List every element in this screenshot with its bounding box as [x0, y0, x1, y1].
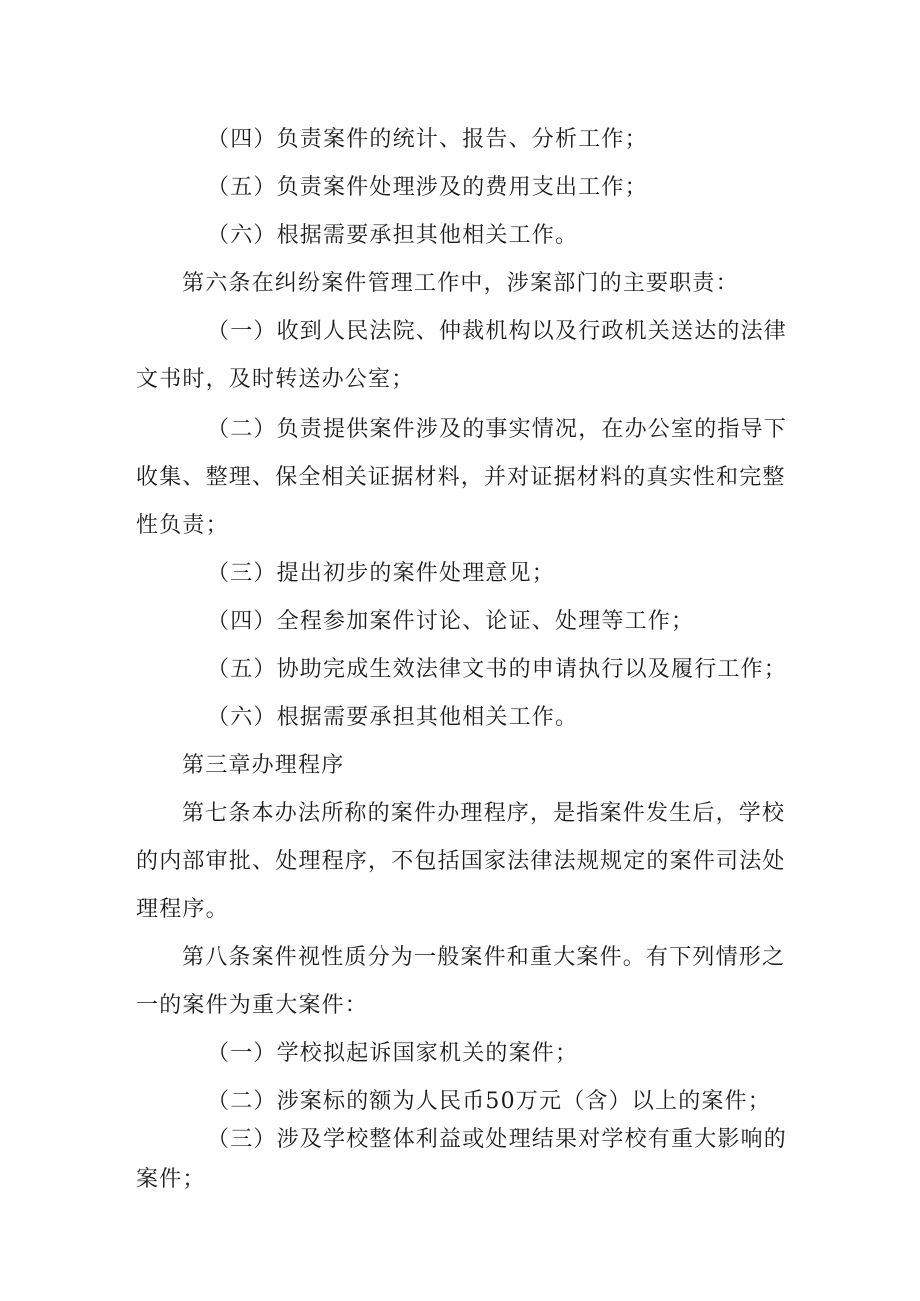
- text-line: 一的案件为重大案件：: [136, 993, 369, 1018]
- text-line: （三）提出初步的案件处理意见；: [207, 561, 556, 586]
- text-line: 第八条案件视性质分为一般案件和重大案件。有下列情形之: [182, 945, 786, 970]
- text-line: 性负责；: [136, 513, 229, 538]
- text-line: （二）负责提供案件涉及的事实情况，在办公室的指导下: [207, 417, 788, 442]
- text-line: 第六条在纠纷案件管理工作中，涉案部门的主要职责：: [182, 271, 739, 296]
- text-line: 的内部审批、处理程序，不包括国家法律法规规定的案件司法处: [136, 849, 786, 874]
- text-line: 第七条本办法所称的案件办理程序，是指案件发生后，学校: [182, 801, 786, 826]
- text-line: 案件；: [136, 1167, 206, 1192]
- text-line: （二）涉案标的额为人民币50万元（含）以上的案件；: [207, 1089, 771, 1114]
- text-line: 收集、整理、保全相关证据材料，并对证据材料的真实性和完整: [136, 465, 786, 490]
- text-line: （五）协助完成生效法律文书的申请执行以及履行工作；: [207, 657, 788, 682]
- text-line: 理程序。: [136, 897, 229, 922]
- text-line: （六）根据需要承担其他相关工作。: [207, 223, 579, 248]
- text-line: （五）负责案件处理涉及的费用支出工作；: [207, 175, 648, 200]
- text-line: （三）涉及学校整体利益或处理结果对学校有重大影响的: [207, 1127, 788, 1152]
- text-line: （一）收到人民法院、仲裁机构以及行政机关送达的法律: [207, 319, 788, 344]
- text-line: 文书时，及时转送办公室；: [136, 367, 415, 392]
- text-line: （四）全程参加案件讨论、论证、处理等工作；: [207, 609, 695, 634]
- text-line: 第三章办理程序: [182, 753, 345, 778]
- text-line: （一）学校拟起诉国家机关的案件；: [207, 1041, 579, 1066]
- text-line: （六）根据需要承担其他相关工作。: [207, 705, 579, 730]
- text-line: （四）负责案件的统计、报告、分析工作；: [207, 127, 648, 152]
